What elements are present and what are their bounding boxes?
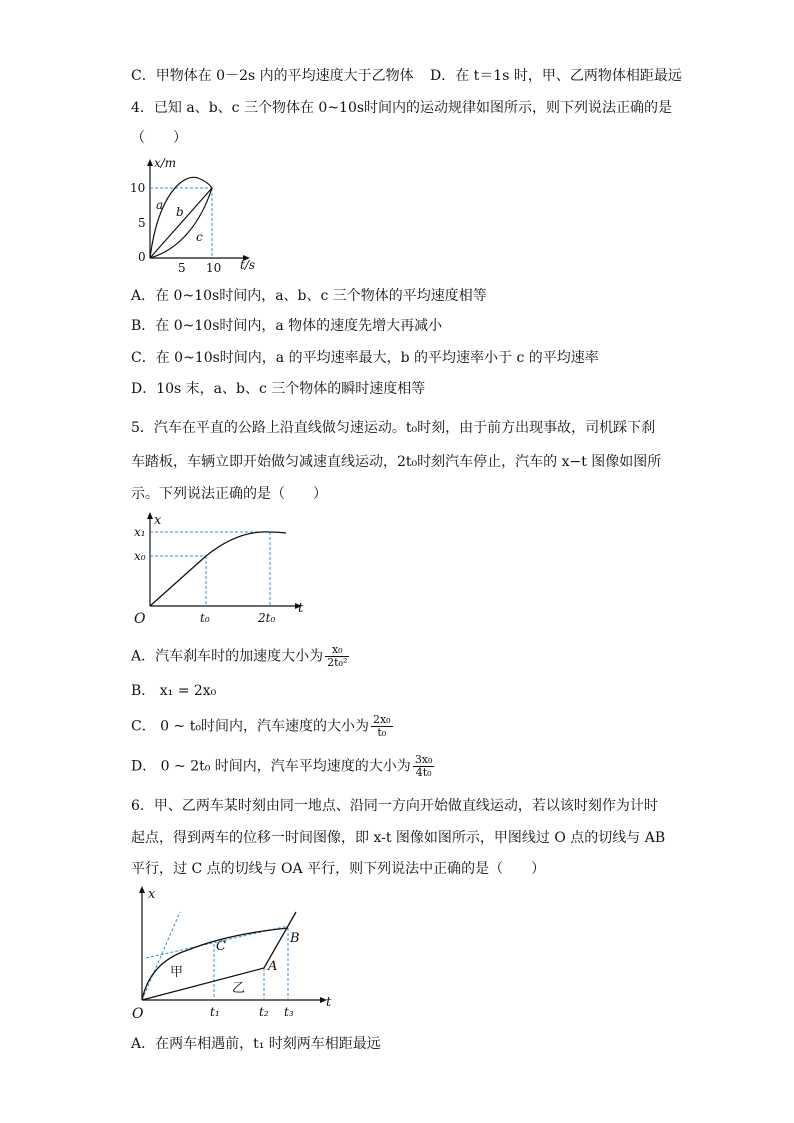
point-c: C — [216, 939, 226, 954]
q5-figure — [128, 508, 313, 626]
origin-label: O — [132, 1006, 144, 1022]
q6-stem-line3: 平行，过 C 点的切线与 OA 平行，则下列说法中正确的是（ ） — [131, 861, 546, 877]
y-tick-10: 10 — [130, 181, 146, 195]
q4-option-b: B．在 0~10s时间内，a 物体的速度先增大再减小 — [131, 318, 443, 334]
curve-yi — [142, 912, 296, 1000]
label-b: b — [176, 205, 184, 219]
origin-label: O — [134, 611, 146, 626]
y-tick-x1: x₁ — [134, 525, 146, 539]
x-axis-label: t/s — [240, 258, 256, 272]
y-axis-label: x — [154, 513, 162, 528]
q4-option-c: C．在 0~10s时间内，a 的平均速率最大，b 的平均速率小于 c 的平均速率 — [131, 350, 599, 366]
q5-stem-line2: 车踏板，车辆立即开始做匀减速直线运动，2t₀时刻汽车停止，汽车的 x−t 图像如图所 — [131, 454, 662, 470]
q5-option-c: C． 0 ~ t₀时间内，汽车速度的大小为 $\frac{\text{2x₀}}{\text{t₀}}$ — [131, 713, 391, 739]
q4-paren: （ ） — [131, 130, 187, 146]
q5-option-a: A．汽车刹车时的加速度大小为 $\frac{\text{x₀}}{\text{2t₀²}}$ — [131, 643, 348, 669]
x-t-curve — [150, 532, 286, 606]
label-yi: 乙 — [232, 981, 246, 996]
point-b: B — [290, 931, 300, 946]
q4-stem: 4．已知 a、b、c 三个物体在 0~10s时间内的运动规律如图所示，则下列说法正确的是 — [131, 100, 673, 116]
q5c-fraction: $\frac{\text{2x₀}}{\text{t₀}}$ — [372, 713, 391, 739]
label-c: c — [196, 230, 203, 244]
q5-option-b: B． x₁ = 2x₀ — [131, 683, 217, 699]
label-a: a — [156, 198, 164, 212]
x-tick-2t0: 2t₀ — [258, 611, 276, 625]
x-tick-5: 5 — [178, 261, 186, 275]
q6-stem-line2: 起点，得到两车的位移一时间图像，即 x-t 图像如图所示，甲图线过 O 点的切线与 AB — [131, 830, 666, 846]
y-axis-label: x — [148, 887, 156, 902]
q5-stem-line1: 5．汽车在平直的公路上沿直线做匀速运动。t₀时刻，由于前方出现事故，司机踩下刹 — [131, 420, 656, 436]
q5-option-d: D． 0 ~ 2t₀ 时间内，汽车平均速度的大小为 $\frac{\text{3x₀}}{\text{4t₀}}$ — [131, 753, 433, 779]
q4-figure — [128, 155, 273, 275]
y-tick-x0: x₀ — [134, 549, 146, 563]
x-tick-t2: t₂ — [259, 1005, 269, 1019]
q5-stem-line3: 示。下列说法正确的是（ ） — [131, 486, 327, 502]
label-jia: 甲 — [170, 965, 184, 980]
q3-option-d: D．在 t＝1s 时，甲、乙两物体相距最远 — [430, 68, 682, 84]
x-tick-t3: t₃ — [284, 1005, 294, 1019]
x-tick-t0: t₀ — [200, 611, 210, 625]
y-tick-5: 5 — [138, 216, 146, 230]
x-tick-t1: t₁ — [210, 1005, 220, 1019]
q4-option-a: A．在 0~10s时间内，a、b、c 三个物体的平均速度相等 — [131, 288, 487, 304]
y-axis-label: x/m — [154, 156, 177, 170]
q6-stem-line1: 6．甲、乙两车某时刻由同一地点、沿同一方向开始做直线运动，若以该时刻作为计时 — [131, 798, 658, 814]
q5a-fraction: $\frac{\text{x₀}}{\text{2t₀²}}$ — [327, 643, 348, 669]
q3-option-c: C．甲物体在 0－2s 内的平均速度大于乙物体 — [131, 68, 414, 84]
q5d-fraction: $\frac{\text{3x₀}}{\text{4t₀}}$ — [414, 753, 433, 779]
x-tick-10: 10 — [206, 261, 222, 275]
q6-figure — [128, 882, 348, 1022]
x-axis-label: t — [298, 601, 304, 616]
q4-option-d: D．10s 末，a、b、c 三个物体的瞬时速度相等 — [131, 381, 426, 397]
point-a: A — [268, 959, 278, 974]
q6-option-a: A．在两车相遇前，t₁ 时刻两车相距最远 — [131, 1036, 381, 1052]
y-tick-0: 0 — [138, 250, 146, 264]
x-axis-label: t — [326, 995, 332, 1010]
